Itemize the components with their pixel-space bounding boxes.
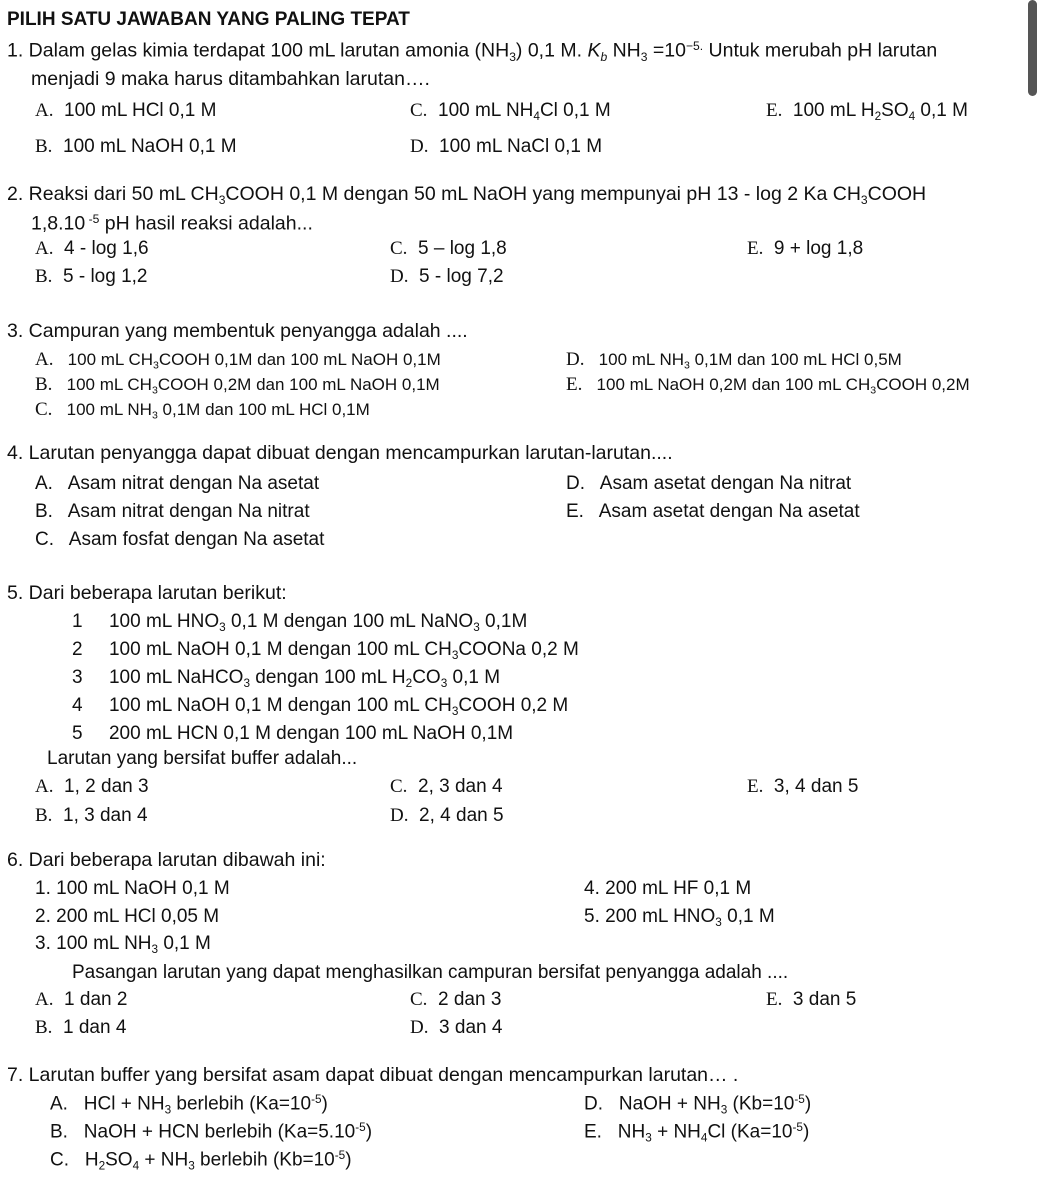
q6-item-4: 4. 200 mL HF 0,1 M [584,878,752,899]
question-1-stem: 1. Dalam gelas kimia terdapat 100 mL larutan amonia $(NH_3)$ 0,1 M. $K_b$ $NH_3 =10^{-5.}$ Untuk merubah pH larutan [7,39,938,64]
q3-option-d[interactable]: D. 100 mL $NH_3$ 0,1M dan 100 mL HCl 0,5M [566,349,902,372]
q1-option-e[interactable]: E. 100 mL $H_2SO_4$ 0,1 M [766,100,968,124]
q5-option-a[interactable]: A. 1, 2 dan 3 [35,776,149,797]
q7-option-c[interactable]: C. $H_2SO_4 + NH_3$ berlebih $(Kb=10^{-5})$ [50,1149,352,1173]
q5-item-3: 3 100 mL NaHCO$_3$ dengan 100 mL $H_2CO_3$ 0,1 M [72,667,501,691]
q1-option-b[interactable]: B. 100 mL NaOH 0,1 M [35,136,237,157]
q4-option-c[interactable]: C. Asam fosfat dengan Na asetat [35,529,325,550]
q5-option-b[interactable]: B. 1, 3 dan 4 [35,805,148,826]
q6-item-1: 1. 100 mL NaOH 0,1 M [35,878,230,899]
q1-option-d[interactable]: D. 100 mL NaCl 0,1 M [410,136,603,157]
q4-option-e[interactable]: E. Asam asetat dengan Na asetat [566,501,860,522]
question-7-stem: 7. Larutan buffer yang bersifat asam dapat dibuat dengan mencampurkan larutan… . [7,1064,739,1086]
question-2-stem-cont: 1,8.10 $^{-5}$ pH hasil reaksi adalah... [31,212,313,235]
question-2-stem: 2. Reaksi dari 50 mL $CH_3COOH$ 0,1 M dengan 50 mL NaOH yang mempunyai pH 13 - log 2 Ka $CH_3COOH$ [7,183,927,208]
q6-option-b[interactable]: B. 1 dan 4 [35,1017,127,1038]
question-3-stem: 3. Campuran yang membentuk penyangga adalah .... [7,320,468,342]
q2-option-b[interactable]: B. 5 - log 1,2 [35,266,148,287]
q4-option-a[interactable]: A. Asam nitrat dengan Na asetat [35,473,320,494]
q5-item-5: 5 200 mL HCN 0,1 M dengan 100 mL NaOH 0,1M [72,723,514,744]
q3-option-c[interactable]: C. 100 mL $NH_3$ 0,1M dan 100 mL HCl 0,1M [35,399,370,422]
q6-item-3: 3. 100 mL $NH_3$ 0,1 M [35,933,211,957]
q5-question: Larutan yang bersifat buffer adalah... [47,748,358,769]
question-1-stem-cont: menjadi 9 maka harus ditambahkan larutan…. [31,68,430,90]
q4-option-d[interactable]: D. Asam asetat dengan Na nitrat [566,473,852,494]
q7-option-d[interactable]: D. NaOH + $NH_3$ $(Kb=10^{-5})$ [584,1093,812,1117]
q6-option-d[interactable]: D. 3 dan 4 [410,1017,503,1038]
q3-option-a[interactable]: A. 100 mL $CH_3COOH$ 0,1M dan 100 mL NaOH 0,1M [35,349,441,372]
q3-option-e[interactable]: E. 100 mL NaOH 0,2M dan 100 mL $CH_3COOH$ 0,2M [566,374,970,397]
q5-item-4: 4 100 mL NaOH 0,1 M dengan 100 mL $CH_3COOH$ 0,2 M [72,695,569,719]
q6-item-2: 2. 200 mL HCl 0,05 M [35,906,220,927]
question-5-stem: 5. Dari beberapa larutan berikut: [7,582,287,604]
question-6-stem: 6. Dari beberapa larutan dibawah ini: [7,849,326,871]
page-header: PILIH SATU JAWABAN YANG PALING TEPAT [7,9,410,30]
scrollbar-thumb[interactable] [1028,0,1037,96]
q5-option-d[interactable]: D. 2, 4 dan 5 [390,805,504,826]
q4-option-b[interactable]: B. Asam nitrat dengan Na nitrat [35,501,310,522]
q6-option-c[interactable]: C. 2 dan 3 [410,989,502,1010]
question-4-stem: 4. Larutan penyangga dapat dibuat dengan mencampurkan larutan-larutan.... [7,442,673,464]
q5-option-c[interactable]: C. 2, 3 dan 4 [390,776,503,797]
q5-item-1: 1 100 mL $HNO_3$ 0,1 M dengan 100 mL NaNO$_3$ 0,1M [72,611,528,635]
q1-option-a[interactable]: A. 100 mL HCl 0,1 M [35,100,217,121]
q2-option-a[interactable]: A. 4 - log 1,6 [35,238,149,259]
q6-question: Pasangan larutan yang dapat menghasilkan campuran bersifat penyangga adalah .... [72,962,789,983]
q3-option-b[interactable]: B. 100 mL $CH_3COOH$ 0,2M dan 100 mL NaOH 0,1M [35,374,440,397]
q7-option-b[interactable]: B. NaOH + HCN berlebih $(Ka=5.10^{-5})$ [50,1121,373,1143]
q2-option-c[interactable]: C. 5 – log 1,8 [390,238,507,259]
q5-item-2: 2 100 mL NaOH 0,1 M dengan 100 mL $CH_3COONa$ 0,2 M [72,639,579,663]
q6-option-e[interactable]: E. 3 dan 5 [766,989,857,1010]
q2-option-d[interactable]: D. 5 - log 7,2 [390,266,504,287]
q6-item-5: 5. 200 mL $HNO_3$ 0,1 M [584,906,775,930]
q1-option-c[interactable]: C. 100 mL $NH_4Cl$ 0,1 M [410,100,611,124]
q7-option-a[interactable]: A. HCl + $NH_3$ berlebih $(Ka=10^{-5})$ [50,1093,328,1117]
q5-option-e[interactable]: E. 3, 4 dan 5 [747,776,859,797]
q6-option-a[interactable]: A. 1 dan 2 [35,989,128,1010]
q7-option-e[interactable]: E. $NH_3 + NH_4Cl$ $(Ka=10^{-5})$ [584,1121,810,1145]
q2-option-e[interactable]: E. 9 + log 1,8 [747,238,864,259]
